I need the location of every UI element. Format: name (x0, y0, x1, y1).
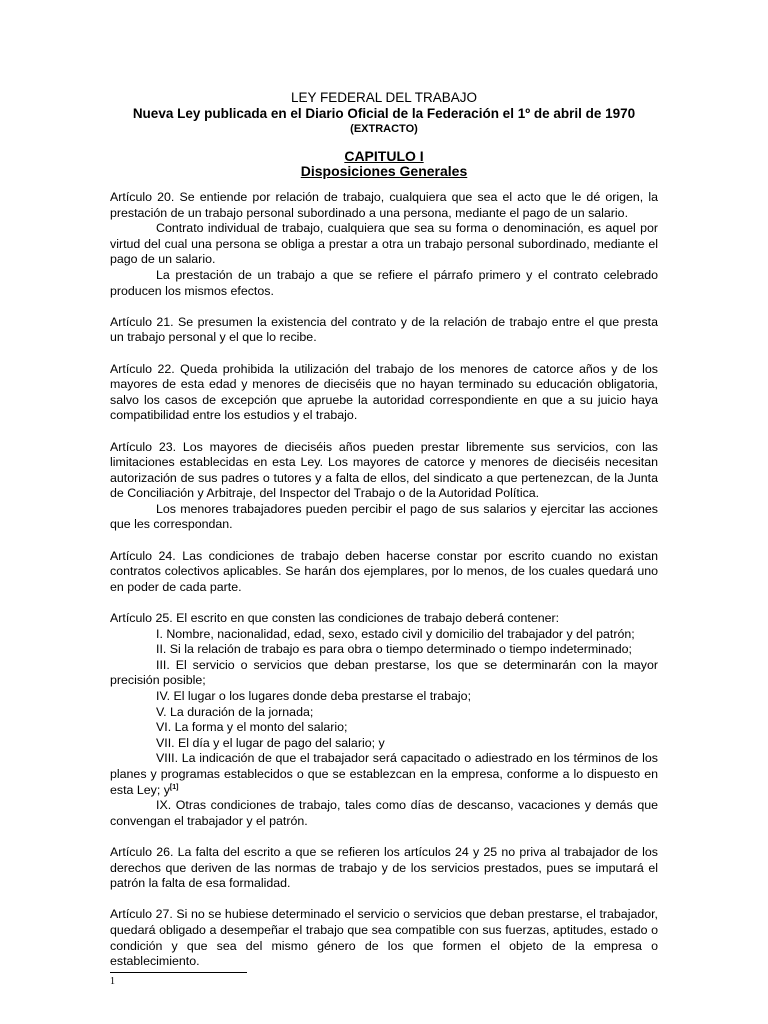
article-21-text: Artículo 21. Se presumen la existencia del contrato y de la relación de trabajo entre el que presta un trabajo personal y el que lo recibe. (110, 314, 658, 345)
article-20-paragraph-1: Artículo 20. Se entiende por relación de trabajo, cualquiera que sea el acto que le dé origen, la prestación de un trabajo personal subordinado a una persona, mediante el pago de un salario. (110, 190, 658, 220)
article-22-text: Artículo 22. Queda prohibida la utilización del trabajo de los menores de catorce años y de los mayores de esta edad y menores de dieciséis que no hayan terminado su educación obligatoria, salvo los casos de excepción que apruebe la autoridad correspondiente en que a su juicio haya compatibilidad entre los estudios y el trabajo. (110, 361, 658, 423)
article-25-item-ix: IX. Otras condiciones de trabajo, tales como días de descanso, vacaciones y demás que convengan el trabajador y el patrón. (110, 798, 658, 828)
footnote-divider (110, 972, 247, 973)
chapter-title: Disposiciones Generales (300, 163, 468, 179)
article-20-paragraph-2: Contrato individual de trabajo, cualquiera que sea su forma o denominación, es aquel por virtud del cual una persona se obliga a prestar a otra un trabajo personal subordinado, mediante el pago de un salario. (110, 221, 658, 267)
extract-label: (EXTRACTO) (350, 123, 418, 135)
article-25-item-viii-text: VIII. La indicación de que el trabajador será capacitado o adiestrado en los términos de los planes y programas establecidos o que se establezcan en la empresa, conforme a lo dispuesto en esta Ley; y (110, 751, 658, 797)
article-27-text: Artículo 27. Si no se hubiese determinado el servicio o servicios que deban prestarse, el trabajador, quedará obligado a desempeñar el trabajo que sea compatible con sus fuerzas, aptitudes, estado o condición y que sea del mismo género de los que formen el objeto de la empresa o establecimiento. (110, 907, 658, 969)
article-27 (110, 907, 658, 969)
article-25-item-vii: VII. El día y el lugar de pago del salario; y (156, 735, 385, 750)
footnote-reference[interactable]: [1] (169, 783, 179, 791)
article-20-paragraph-3: La prestación de un trabajo a que se refiere el párrafo primero y el contrato celebrado producen los mismos efectos. (110, 267, 658, 298)
article-25-item-ii: II. Si la relación de trabajo es para obra o tiempo determinado o tiempo indeterminado; (156, 642, 632, 657)
article-25-intro: Artículo 25. El escrito en que consten las condiciones de trabajo deberá contener: (110, 611, 560, 626)
article-25-item-iii: III. El servicio o servicios que deban prestarse, los que se determinarán con la mayor precisión posible; (110, 657, 658, 688)
article-25 (110, 611, 658, 829)
article-24 (110, 549, 658, 596)
article-25-item-i: I. Nombre, nacionalidad, edad, sexo, estado civil y domicilio del trabajador y del patrón; (156, 626, 635, 641)
article-25-item-v: V. La duración de la jornada; (156, 704, 314, 719)
article-21 (110, 315, 658, 346)
article-22 (110, 362, 658, 424)
article-20 (110, 190, 658, 299)
article-24-text: Artículo 24. Las condiciones de trabajo deben hacerse constar por escrito cuando no existan contratos colectivos aplicables. Se harán dos ejemplares, por lo menos, de los cuales quedará uno en poder de cada parte. (110, 548, 658, 594)
document-body (110, 190, 658, 985)
article-23-paragraph-2: Los menores trabajadores pueden percibir el pago de sus salarios y ejercitar las acciones que les correspondan. (110, 501, 658, 532)
article-26-text: Artículo 26. La falta del escrito a que se refieren los artículos 24 y 25 no priva al trabajador de los derechos que deriven de las normas de trabajo y de los servicios prestados, pues se imputará el patrón la falta de esa formalidad. (110, 844, 658, 891)
article-23-paragraph-1: Artículo 23. Los mayores de dieciséis años pueden prestar libremente sus servicios, con las limitaciones establecidas en esta Ley. Los mayores de catorce y menores de dieciséis necesitan autorización de sus padres o tutores y a falta de ellos, del sindicato a que pertenezcan, de la Junta de Conciliación y Arbitraje, del Inspector del Trabajo o de la Autoridad Política. (110, 439, 658, 501)
law-title: LEY FEDERAL DEL TRABAJO (290, 90, 478, 105)
article-23 (110, 440, 658, 534)
law-subtitle: Nueva Ley publicada en el Diario Oficial de la Federación el 1º de abril de 1970 (132, 106, 636, 121)
article-25-item-vi: VI. La forma y el monto del salario; (156, 720, 348, 735)
article-25-item-iv: IV. El lugar o los lugares donde deba prestarse el trabajo; (156, 689, 472, 703)
chapter-heading: CAPITULO I (344, 148, 424, 164)
article-25-item-viii (110, 751, 658, 798)
footnote-number: 1 (110, 976, 115, 987)
article-26 (110, 845, 658, 892)
